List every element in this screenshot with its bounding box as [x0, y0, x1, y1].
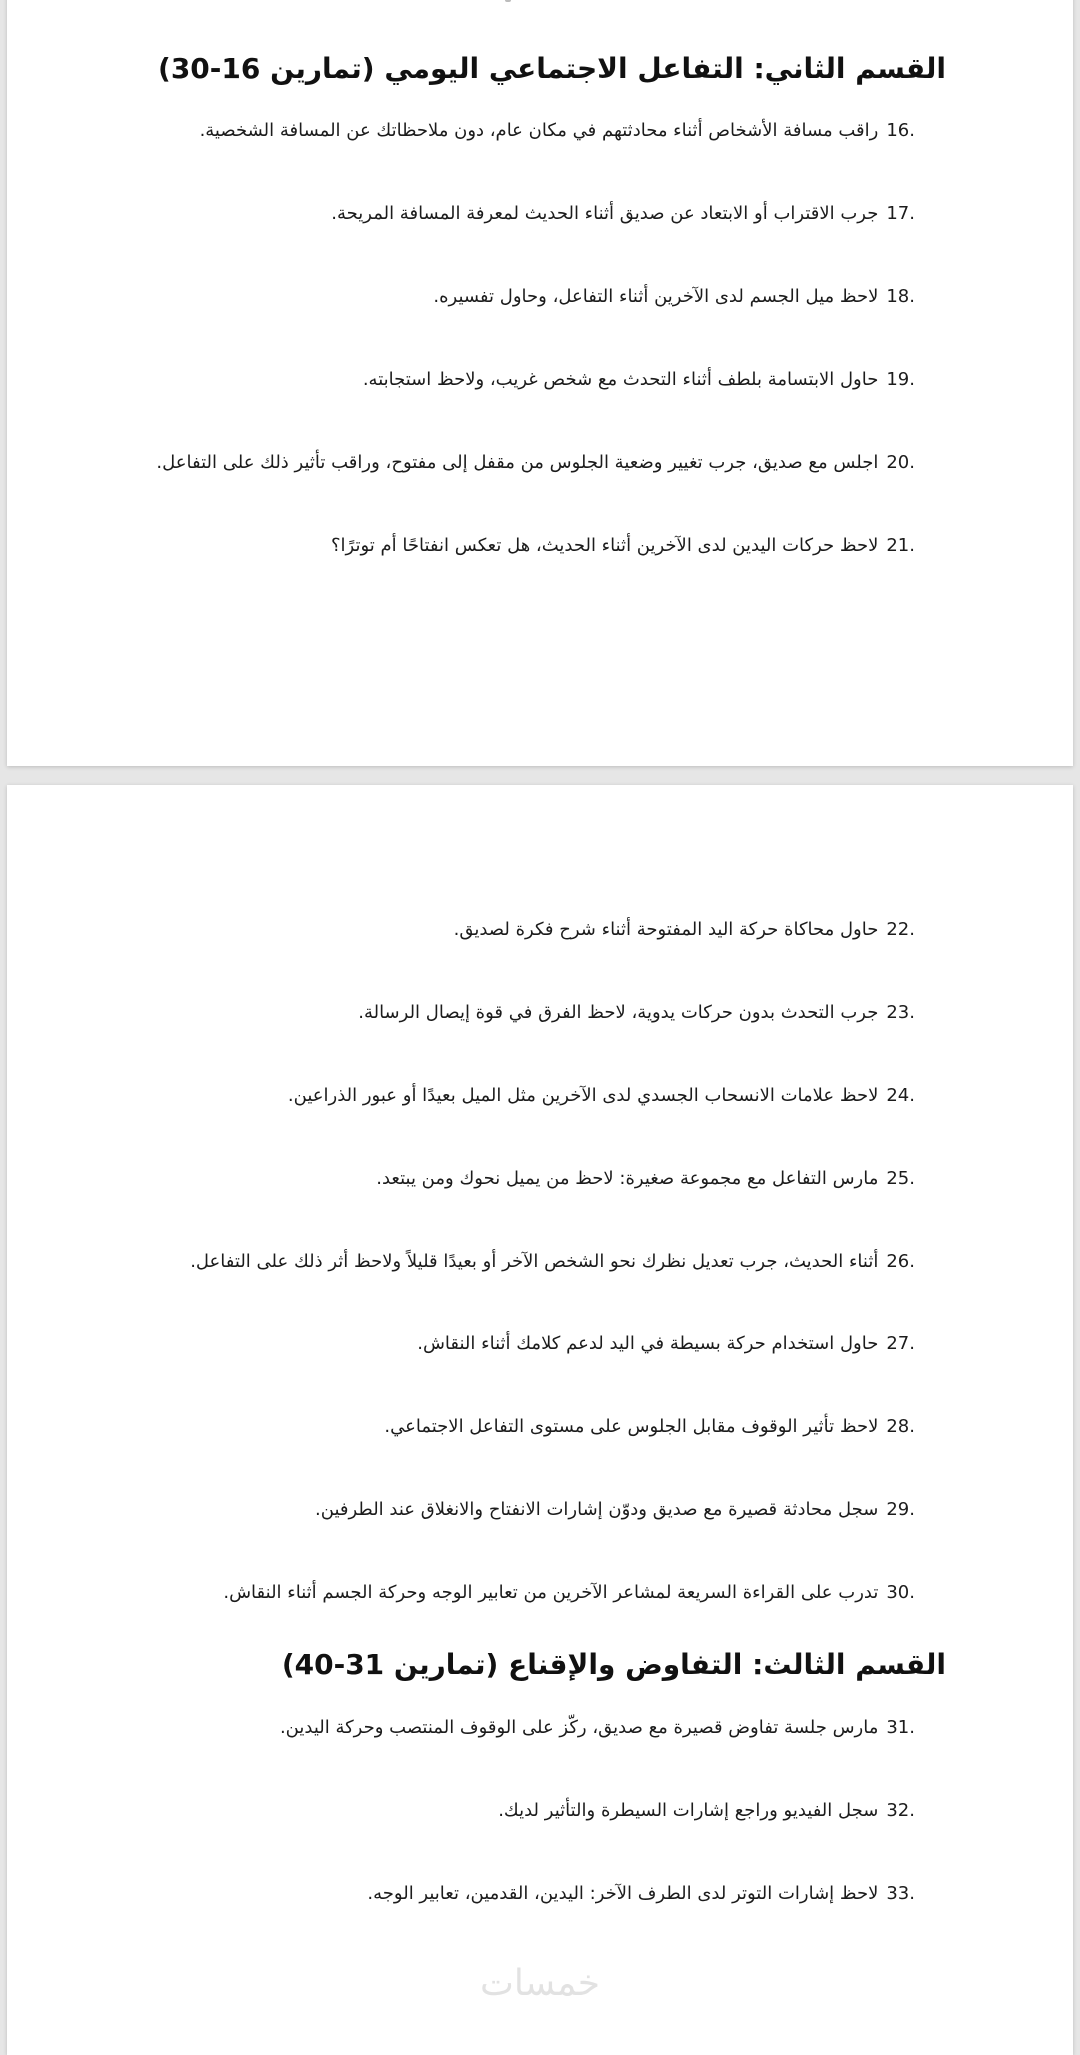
list-item: [331, 535, 915, 556]
list-item: [288, 1085, 915, 1106]
section-two-title: القسم الثاني: التفاعل الاجتماعي اليومي (تمارين 16-30): [158, 52, 946, 85]
list-item: [331, 203, 915, 224]
item-number: 27.: [886, 1333, 915, 1354]
item-text: حاول استخدام حركة بسيطة في اليد لدعم كلامك أثناء النقاش.: [417, 1333, 879, 1354]
item-text: مارس جلسة تفاوض قصيرة مع صديق، ركّز على الوقوف المنتصب وحركة اليدين.: [279, 1717, 879, 1738]
item-text: لاحظ علامات الانسحاب الجسدي لدى الآخرين مثل الميل بعيدًا أو عبور الذراعين.: [287, 1085, 879, 1106]
item-number: 20.: [886, 452, 915, 473]
item-number: 31.: [886, 1717, 915, 1738]
item-text: جرب الاقتراب أو الابتعاد عن صديق أثناء الحديث لمعرفة المسافة المريحة.: [331, 203, 879, 224]
item-number: 18.: [886, 286, 915, 307]
item-text: لاحظ إشارات التوتر لدى الطرف الآخر: اليدين، القدمين، تعابير الوجه.: [367, 1883, 879, 1904]
item-number: 19.: [886, 369, 915, 390]
list-item: [156, 452, 915, 473]
item-text: تدرب على القراءة السريعة لمشاعر الآخرين من تعابير الوجه وحركة الجسم أثناء النقاش.: [223, 1582, 879, 1603]
item-text: مارس التفاعل مع مجموعة صغيرة: لاحظ من يميل نحوك ومن يبتعد.: [376, 1168, 879, 1189]
list-item: [417, 1333, 915, 1354]
list-item: [367, 1883, 915, 1904]
item-number: 21.: [886, 535, 915, 556]
list-item: [376, 1168, 915, 1189]
item-number: 26.: [886, 1251, 915, 1272]
list-item: [190, 1251, 915, 1272]
item-text: سجل محادثة قصيرة مع صديق ودوّن إشارات الانفتاح والانغلاق عند الطرفين.: [315, 1499, 879, 1520]
list-item: [280, 1717, 915, 1738]
list-item: [315, 1499, 915, 1520]
item-number: 25.: [886, 1168, 915, 1189]
item-text: جرب التحدث بدون حركات يدوية، لاحظ الفرق في قوة إيصال الرسالة.: [358, 1002, 879, 1023]
document-page-1: [7, 0, 1073, 766]
item-number: 28.: [886, 1416, 915, 1437]
item-text: حاول الابتسامة بلطف أثناء التحدث مع شخص غريب، ولاحظ استجابته.: [362, 369, 879, 390]
item-text: أثناء الحديث، جرب تعديل نظرك نحو الشخص الآخر أو بعيدًا قليلاً ولاحظ أثر ذلك على التفاعل.: [190, 1251, 879, 1272]
item-number: 29.: [886, 1499, 915, 1520]
item-number: 30.: [886, 1582, 915, 1603]
document-page-2: [7, 785, 1073, 2055]
item-number: 22.: [886, 919, 915, 940]
list-item: [358, 1002, 915, 1023]
item-number: 32.: [886, 1800, 915, 1821]
item-text: لاحظ تأثير الوقوف مقابل الجلوس على مستوى التفاعل الاجتماعي.: [384, 1416, 879, 1437]
item-number: 16.: [886, 120, 915, 141]
item-number: 23.: [886, 1002, 915, 1023]
list-item: [223, 1582, 915, 1603]
item-number: 24.: [886, 1085, 915, 1106]
list-item: [384, 1416, 915, 1437]
section-three-title: القسم الثالث: التفاوض والإقناع (تمارين 31-40): [281, 1648, 946, 1681]
watermark-logo: خمسات: [479, 1963, 601, 2004]
item-text: حاول محاكاة حركة اليد المفتوحة أثناء شرح فكرة لصديق.: [453, 919, 879, 940]
list-item: [498, 1800, 915, 1821]
item-text: لاحظ ميل الجسم لدى الآخرين أثناء التفاعل، وحاول تفسيره.: [433, 286, 879, 307]
list-item: [200, 120, 915, 141]
item-text: راقب مسافة الأشخاص أثناء محادثتهم في مكان عام، دون ملاحظاتك عن المسافة الشخصية.: [199, 120, 879, 141]
list-item: [454, 919, 915, 940]
item-text: سجل الفيديو وراجع إشارات السيطرة والتأثير لديك.: [498, 1800, 879, 1821]
item-number: 33.: [886, 1883, 915, 1904]
list-item: [433, 286, 915, 307]
item-number: 17.: [886, 203, 915, 224]
page-top-fragment: [505, 0, 511, 2]
list-item: [363, 369, 915, 390]
item-text: اجلس مع صديق، جرب تغيير وضعية الجلوس من مقفل إلى مفتوح، وراقب تأثير ذلك على التفاعل.: [156, 452, 879, 473]
item-text: لاحظ حركات اليدين لدى الآخرين أثناء الحديث، هل تعكس انفتاحًا أم توترًا؟: [331, 535, 879, 556]
